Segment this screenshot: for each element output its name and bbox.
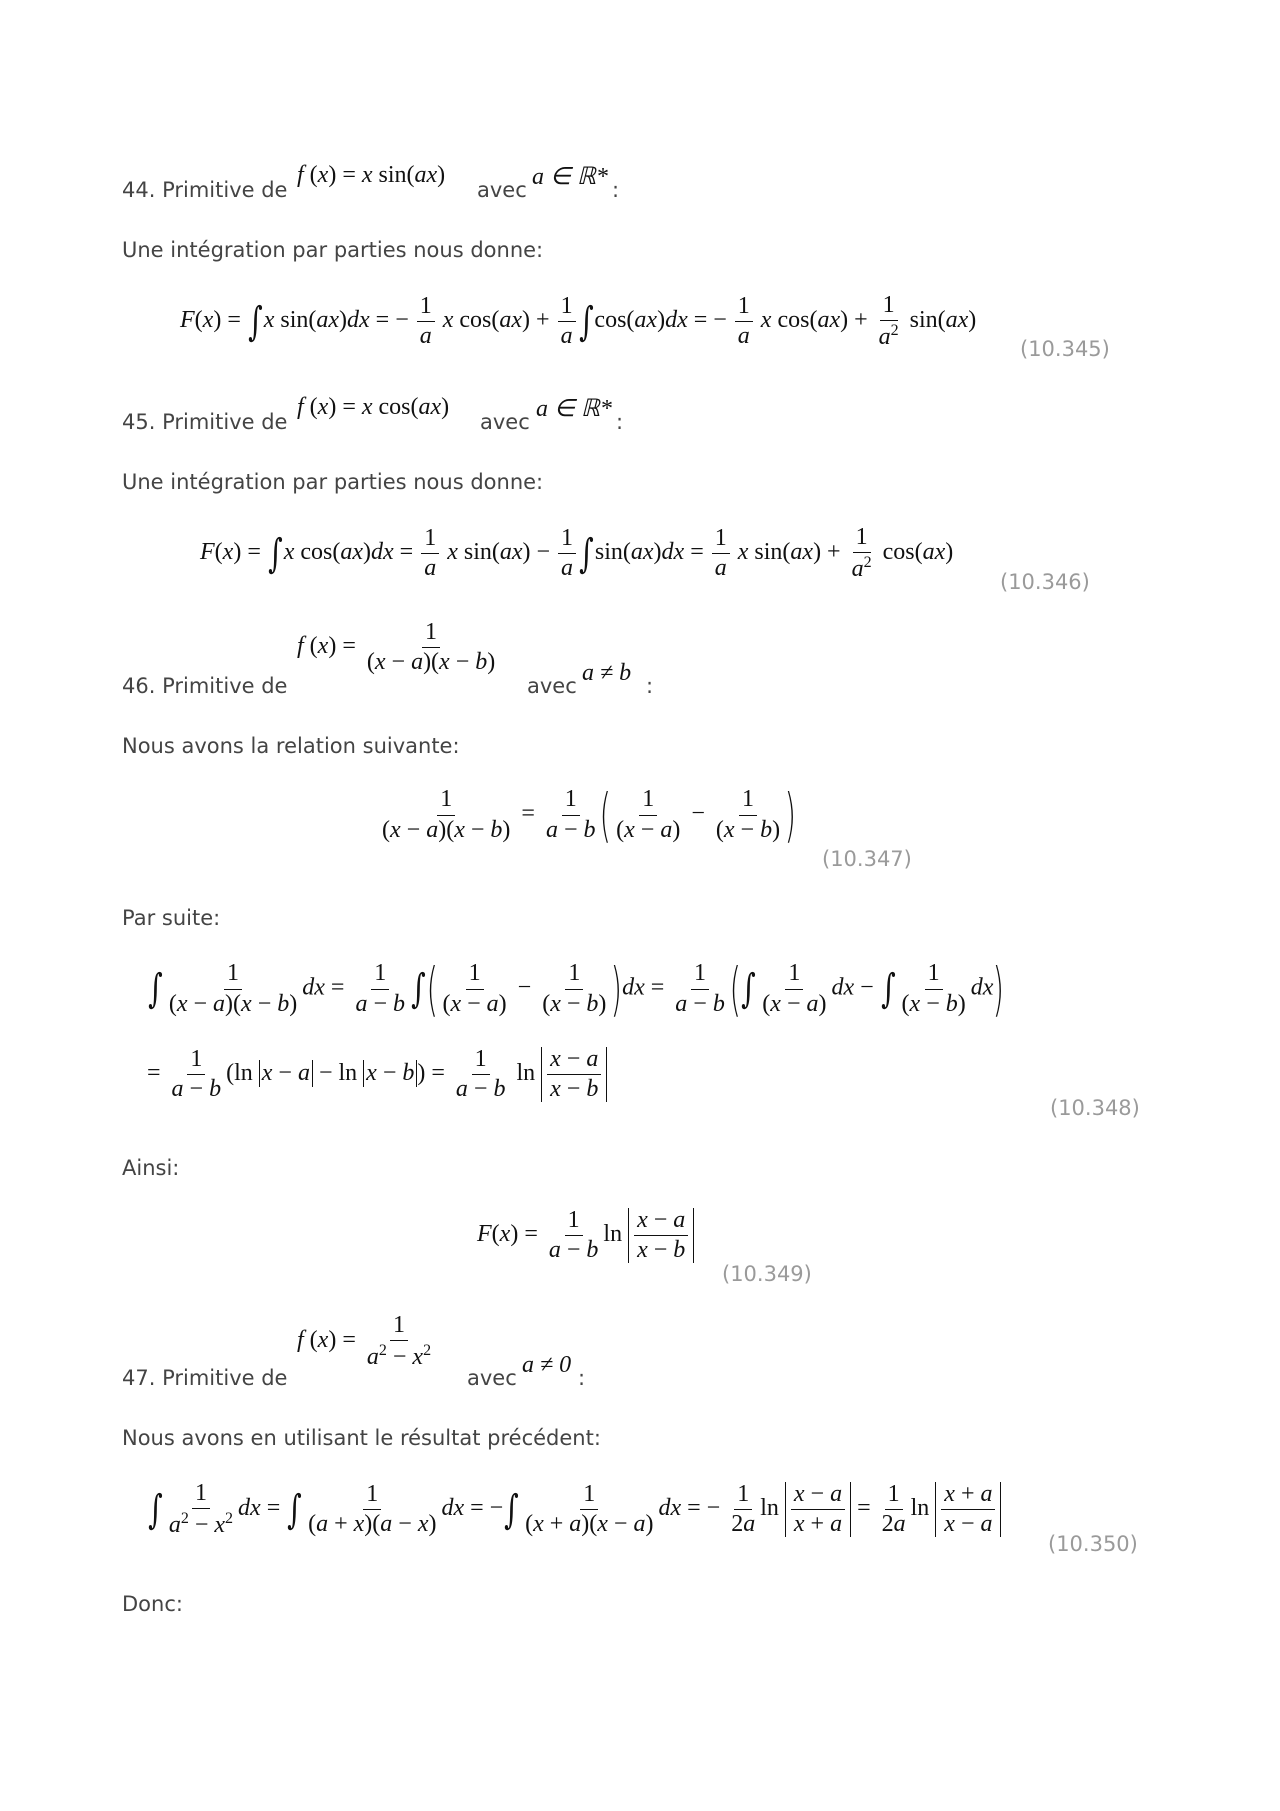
item-44-intro: Une intégration par parties nous donne: [122, 238, 544, 262]
item-45-label: 45. Primitive de [122, 410, 288, 434]
equation-number: (10.349) [722, 1262, 812, 1286]
equation-number: (10.350) [1048, 1532, 1138, 1556]
item-47-label: 47. Primitive de [122, 1366, 288, 1390]
item-44-label: 44. Primitive de [122, 178, 288, 202]
item-46-condition: a ≠ b [582, 660, 632, 686]
item-45-function: f (x) = x cos(ax) [297, 394, 450, 420]
item-44-condition: a ∈ ℝ* [532, 164, 608, 190]
item-47-intro: Nous avons en utilisant le résultat précédent: [122, 1426, 601, 1450]
item-45-condition: a ∈ ℝ* [536, 396, 612, 422]
equation-10-349: F(x) = $\frac{1}{a - b}$ ln $\frac{x - a}{x - b}$ [477, 1208, 694, 1263]
item-47-function: f (x) = $\frac{1}{a^2 - x^2}$ [297, 1312, 432, 1371]
item-45-colon: : [616, 410, 624, 434]
item-47-colon: : [578, 1366, 586, 1390]
item-46-intro: Nous avons la relation suivante: [122, 734, 460, 758]
equation-10-350: ∫ $\frac{1}{a^2 - x^2}$ dx = ∫ $\frac{1}{(a + x)(a - x)}$ dx = −∫ $\frac{1}{(x + a)(x - a)}$ dx = − $\frac{1}{2a}$ ln $\frac{x - a}{x + a}$ = $\frac{1}{2a}$ ln $\frac{x + a}{x - a}$ [147, 1481, 1001, 1538]
equation-10-345: F(x) = ∫x sin(ax)dx = − $\frac{1}{a}$ x cos(ax) + $\frac{1}{a}$ ∫cos(ax)dx = − $\frac{1}{a}$ x cos(ax) + $\frac{1}{a^2}$ sin(ax) [180, 292, 977, 351]
item-44-colon: : [612, 178, 620, 202]
item-46-colon: : [646, 674, 654, 698]
item-44-avec: avec [477, 178, 527, 202]
equation-10-348-line2: = $\frac{1}{a - b}$ (ln x − a − ln x − b ) = $\frac{1}{a - b}$ ln $\frac{x - a}{x - b}$ [147, 1047, 607, 1102]
item-46-function: f (x) = $\frac{1}{(x - a)(x - b)}$ [297, 619, 496, 676]
item-46-avec: avec [527, 674, 577, 698]
equation-10-348-line1: ∫ $\frac{1}{(x - a)(x - b)}$ dx = $\frac{1}{a - b}$ ∫( $\frac{1}{(x - a)}$ − $\frac{1}{(x - b)}$ )dx = $\frac{1}{a - b}$ (∫ $\frac{1}{(x - a)}$ dx − ∫ $\frac{1}{(x - b)}$ dx) [148, 955, 1005, 1023]
equation-10-347: $\frac{1}{(x - a)(x - b)}$ = $\frac{1}{a - b}$ ( $\frac{1}{(x - a)}$ − $\frac{1}{(x - b)}$ ) [382, 781, 797, 849]
equation-10-346: F(x) = ∫x cos(ax)dx = $\frac{1}{a}$ x sin(ax) − $\frac{1}{a}$ ∫sin(ax)dx = $\frac{1}{a}$ x sin(ax) + $\frac{1}{a^2}$ cos(ax) [200, 524, 954, 583]
equation-number: (10.346) [1000, 570, 1090, 594]
item-47-condition: a ≠ 0 [522, 1352, 572, 1378]
item-44-function: f (x) = x sin(ax) [297, 162, 446, 188]
item-45-avec: avec [480, 410, 530, 434]
item-46-label: 46. Primitive de [122, 674, 288, 698]
equation-number: (10.348) [1050, 1096, 1140, 1120]
item-47-then: Donc: [122, 1592, 183, 1616]
equation-number: (10.345) [1020, 337, 1110, 361]
equation-number: (10.347) [822, 847, 912, 871]
item-46-thus: Ainsi: [122, 1156, 180, 1180]
item-46-then: Par suite: [122, 906, 221, 930]
item-45-intro: Une intégration par parties nous donne: [122, 470, 544, 494]
item-47-avec: avec [467, 1366, 517, 1390]
